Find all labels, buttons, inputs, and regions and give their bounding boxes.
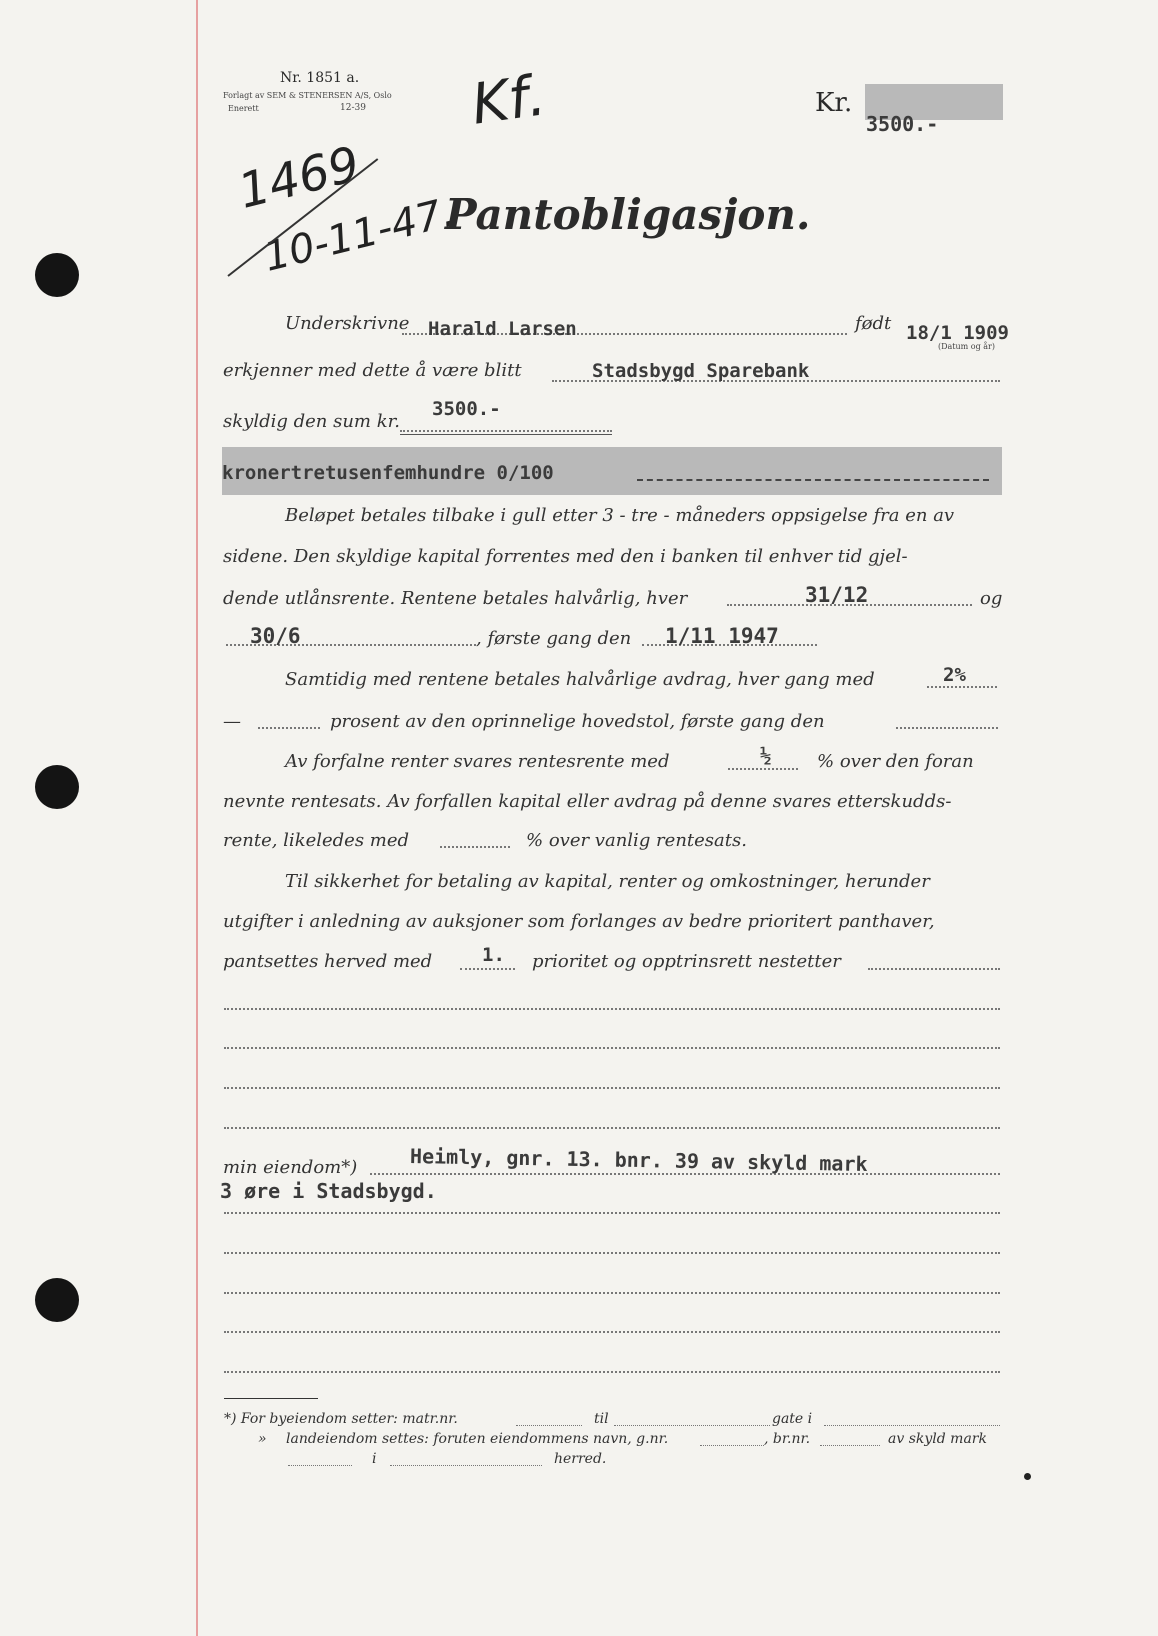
property-label: min eiendom*) [223, 1157, 358, 1178]
dots [460, 968, 515, 970]
body-line: utgifter i anledning av auksjoner som forlanges av bedre prioritert panthaver, [223, 911, 935, 932]
owing-value: 3500.- [432, 398, 501, 420]
body-line: prosent av den oprinnelige hovedstol, første gang den [330, 711, 825, 732]
body-line: % over vanlig rentesats. [526, 830, 747, 851]
born-value: 18/1 1909 [906, 322, 1009, 344]
body-line: Samtidig med rentene betales halvårlige avdrag, hver gang med [285, 669, 875, 690]
body-line: Av forfalne renter svares rentesrente med [285, 751, 670, 772]
blank-line [224, 1047, 1000, 1049]
born-sub: (Datum og år) [938, 342, 995, 351]
margin-line [196, 0, 198, 1636]
dots [288, 1465, 352, 1466]
dots [868, 968, 1000, 970]
dots [440, 846, 510, 848]
dots [896, 727, 998, 729]
footnote-line: » [258, 1431, 267, 1447]
blank-line [224, 1008, 1000, 1010]
installment-percent: 2% [943, 664, 966, 686]
handwritten-ref: 1469 [233, 136, 366, 220]
body-line: — [223, 711, 241, 732]
body-line: rente, likeledes med [223, 830, 410, 851]
body-line: Til sikkerhet for betaling av kapital, renter og omkostninger, herunder [285, 871, 930, 892]
undersigned-label: Underskrivne [285, 313, 410, 334]
amount-words: kronertretusenfemhundre 0/100 [222, 462, 554, 484]
dots [516, 1425, 582, 1426]
dots [728, 768, 798, 770]
owing-label: skyldig den sum kr. [223, 411, 400, 432]
footnote-line: , br.nr. [764, 1431, 811, 1447]
handwritten-initials: Kf. [467, 63, 550, 138]
kr-label: Kr. [815, 88, 853, 118]
born-label: født [855, 313, 892, 334]
amount-words-dashes [637, 479, 989, 481]
blank-line [224, 1212, 1000, 1214]
footnote-line: i [372, 1451, 377, 1467]
footnote-rule [224, 1398, 318, 1399]
punch-hole [35, 253, 79, 297]
publisher-line: Forlagt av SEM & STENERSEN A/S, Oslo [223, 91, 392, 100]
blank-line [224, 1252, 1000, 1254]
dots [390, 1465, 542, 1466]
owing-dots [400, 430, 612, 432]
property-line-1: Heimly, gnr. 13. bnr. 39 av skyld mark [409, 1144, 868, 1176]
blank-line [224, 1371, 1000, 1373]
publisher-enerett: Enerett [228, 104, 259, 113]
body-line: Beløpet betales tilbake i gull etter 3 - tre - måneders oppsigelse fra en av [285, 505, 955, 526]
punch-hole [35, 765, 79, 809]
body-line: dende utlånsrente. Rentene betales halvårlig, hver [223, 588, 688, 609]
footnote-line: herred. [554, 1451, 607, 1467]
footnote-line: *) For byeiendom setter: matr.nr. [224, 1411, 458, 1427]
handwritten-date: 10-11-47. [259, 189, 459, 281]
body-line: pantsettes herved med [223, 951, 433, 972]
blank-line [224, 1331, 1000, 1333]
body-line: prioritet og opptrinsrett nestetter [532, 951, 841, 972]
footnote-line: landeiendom settes: foruten eiendommens navn, g.nr. [286, 1431, 669, 1447]
dots [824, 1425, 1000, 1426]
page-title: Pantobligasjon. [445, 190, 811, 239]
dots [820, 1445, 880, 1446]
first-interest-date: 1/11 1947 [665, 624, 779, 648]
property-line-2: 3 øre i Stadsbygd. [220, 1179, 437, 1203]
body-line: % over den foran [817, 751, 974, 772]
blank-line [224, 1087, 1000, 1089]
body-line: sidene. Den skyldige kapital forrentes med den i banken til enhver tid gjel- [223, 546, 908, 567]
publisher-code: 12-39 [340, 103, 366, 113]
default-interest-rate: ½ [760, 745, 772, 767]
priority-value: 1. [482, 944, 505, 966]
footnote-line: gate i [772, 1411, 813, 1427]
body-line: , første gang den [476, 628, 632, 649]
owing-rule [400, 434, 612, 435]
dots [258, 727, 320, 729]
interest-date-2: 30/6 [250, 624, 301, 648]
punch-hole [35, 1278, 79, 1322]
interest-date-1: 31/12 [805, 583, 869, 607]
dots [370, 1173, 1000, 1175]
acknowledges-label: erkjenner med dette å være blitt [223, 360, 522, 381]
dots [614, 1425, 770, 1426]
blank-line [224, 1292, 1000, 1294]
blank-line [224, 1127, 1000, 1129]
footnote-line: av skyld mark [888, 1431, 987, 1447]
kr-amount: 3500.- [866, 112, 939, 136]
ink-spot [1024, 1473, 1031, 1480]
dots [700, 1445, 764, 1446]
form-number: Nr. 1851 a. [280, 70, 360, 86]
dots [927, 686, 997, 688]
undersigned-value: Harald Larsen [428, 318, 577, 340]
body-line: nevnte rentesats. Av forfallen kapital eller avdrag på denne svares etterskudds- [223, 791, 952, 812]
footnote-line: til [594, 1411, 609, 1427]
creditor-value: Stadsbygd Sparebank [592, 360, 810, 382]
body-line: og [980, 588, 1003, 609]
